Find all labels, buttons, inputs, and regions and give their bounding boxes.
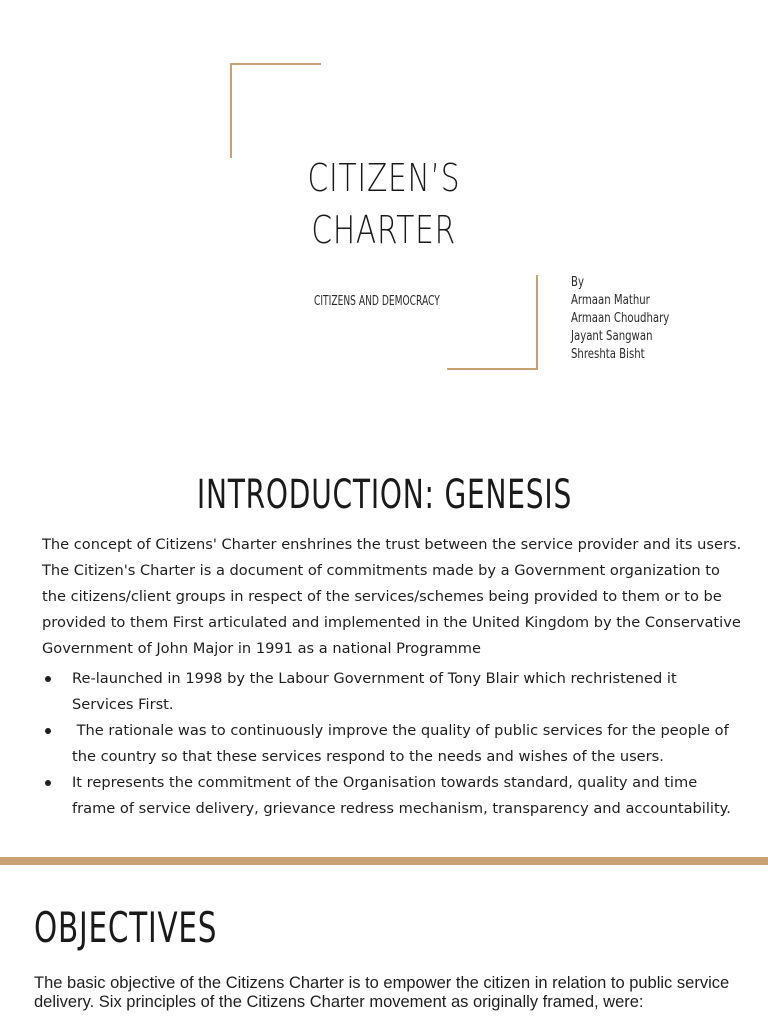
slide-divider — [0, 857, 768, 865]
page-title-text-1: CITIZEN’S — [307, 156, 461, 200]
author-name: Jayant Sangwan — [571, 329, 653, 344]
intro-bullet-list — [42, 666, 742, 822]
authors-block — [571, 274, 697, 364]
list-item — [42, 718, 742, 770]
list-item — [42, 770, 742, 822]
corner-accent-bottom-right-vertical — [536, 275, 538, 370]
subtitle: CITIZENS AND DEMOCRACY — [314, 294, 440, 309]
objectives-slide — [0, 865, 768, 1024]
page-title-line-1 — [0, 156, 768, 200]
by-label: By — [571, 275, 584, 290]
intro-paragraph: The concept of Citizens' Charter enshrines the trust between the service provider and its users. The Citizen's Charter is a document of commitments made by a Government organization to the citizens/client groups in respect of the services/schemes being provided to them or to be provided to them First articulated and implemented in the United Kingdom by the Conservative Government of John Major in 1991 as a national Programme — [42, 536, 742, 657]
author-name: Armaan Mathur — [571, 293, 650, 308]
bullet-text: Re-launched in 1998 by the Labour Government of Tony Blair which rechristened it Services First. — [72, 670, 677, 713]
corner-accent-top-left-vertical — [230, 63, 232, 158]
bullet-icon — [45, 780, 51, 786]
objectives-heading — [34, 903, 269, 952]
intro-heading-text: INTRODUCTION: GENESIS — [196, 472, 572, 518]
intro-slide — [0, 418, 768, 857]
intro-heading — [0, 472, 768, 518]
author-name: Armaan Choudhary — [571, 311, 670, 326]
corner-accent-top-left-horizontal — [230, 63, 321, 65]
bullet-icon — [45, 728, 51, 734]
list-item — [42, 666, 742, 718]
objectives-heading-text: OBJECTIVES — [34, 903, 218, 952]
title-slide — [0, 0, 768, 418]
corner-accent-bottom-right-horizontal — [447, 368, 538, 370]
page-title-line-2 — [0, 208, 768, 252]
bullet-text: It represents the commitment of the Organisation towards standard, quality and time frame of service delivery, grievance redress mechanism, transparency and accountability. — [72, 774, 731, 817]
author-name: Shreshta Bisht — [571, 347, 645, 362]
bullet-text: The rationale was to continuously improve the quality of public services for the people of the country so that these services respond to the needs and wishes of the users. — [72, 722, 734, 765]
objectives-paragraph: The basic objective of the Citizens Charter is to empower the citizen in relation to public service delivery. Six principles of the Citizens Charter movement as originally framed, were: — [34, 974, 730, 1011]
bullet-icon — [45, 676, 51, 682]
page-title-text-2: CHARTER — [311, 208, 457, 252]
